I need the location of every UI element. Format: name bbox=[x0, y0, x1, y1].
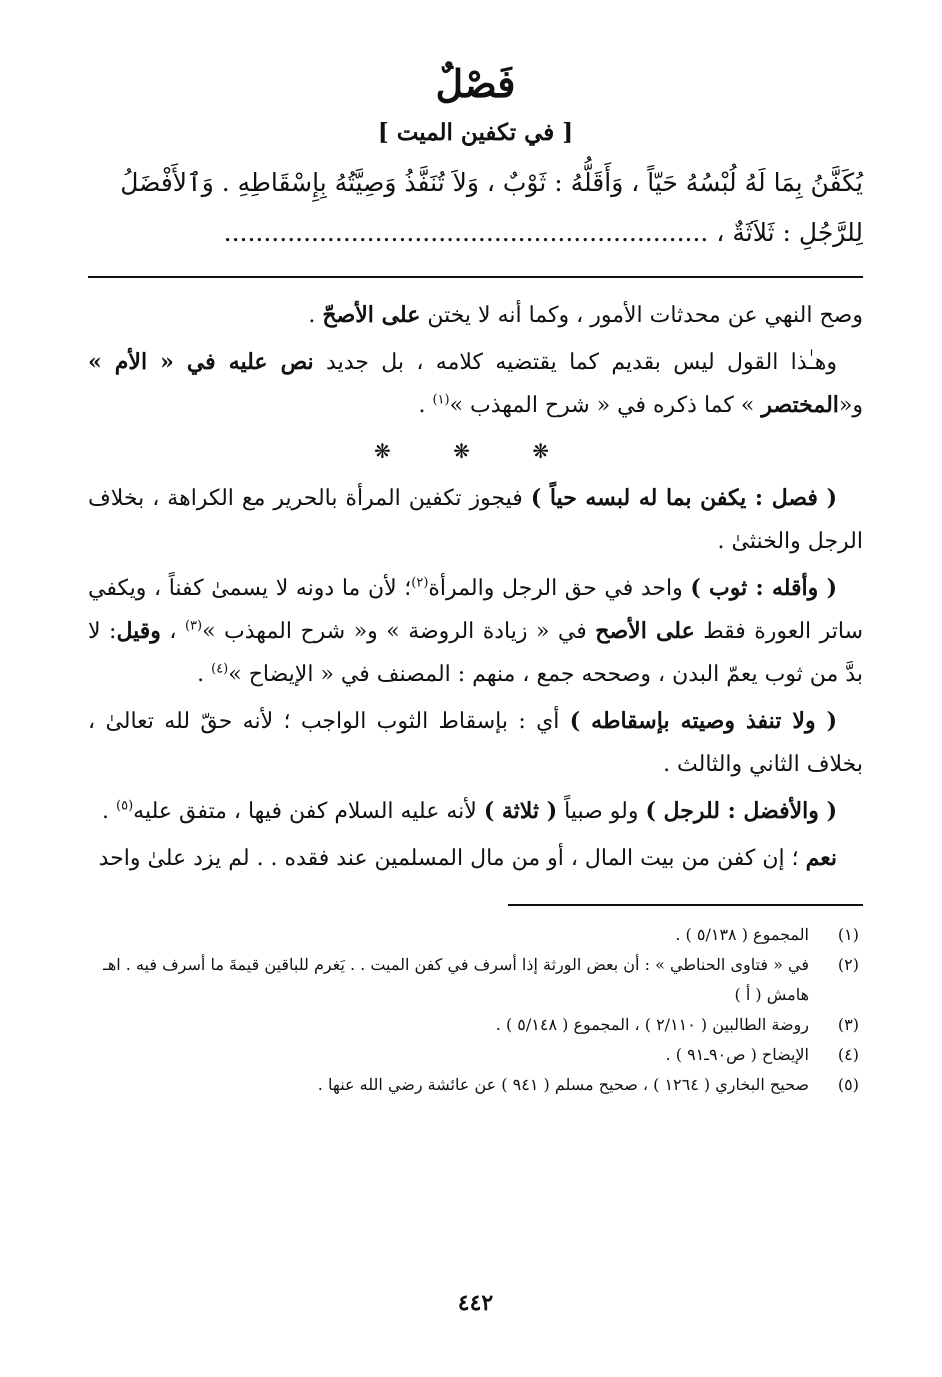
footnote-ref-1[interactable]: (١) bbox=[432, 392, 450, 408]
footnote-number: (٢) bbox=[837, 955, 859, 974]
p4-text-c: في « زيادة الروضة » و« شرح المهذب » bbox=[202, 619, 587, 644]
p5-text: أي : بإسقاط الثوب الواجب ؛ لأنه حقّ لله تعالىٰ ، بخلاف الثاني والثالث . bbox=[88, 709, 863, 777]
footnote-text: صحيح البخاري ( ١٢٦٤ ) ، صحيح مسلم ( ٩٤١ ) عن عائشة رضي الله عنها . bbox=[317, 1075, 809, 1094]
p4-matn: ( وأقله : ثوب ) bbox=[690, 575, 837, 601]
footnote-ref-5[interactable]: (٥) bbox=[116, 798, 134, 814]
paragraph-1 bbox=[88, 294, 863, 337]
p6-matn-b: ( ثلاثة ) bbox=[483, 798, 558, 824]
p2-ref: » كما ذكره في « شرح المهذب » bbox=[449, 393, 755, 418]
footnote-text: المجموع ( ٥/١٣٨ ) . bbox=[675, 925, 809, 944]
footnote-ref-3[interactable]: (٣) bbox=[184, 618, 203, 634]
p2-wa: و« bbox=[838, 393, 863, 418]
p1-text: وصح النهي عن محدثات الأمور ، وكما أنه لا يختن bbox=[427, 303, 863, 328]
footnote-text: روضة الطالبين ( ٢/١١٠ ) ، المجموع ( ٥/١٤٨ ) . bbox=[495, 1015, 809, 1034]
footnote-2 bbox=[88, 950, 863, 1010]
page-number: ٤٤٢ bbox=[457, 1290, 494, 1316]
p5-matn: ( ولا تنفذ وصيته بإسقاطه ) bbox=[569, 708, 837, 734]
matn-text bbox=[88, 158, 863, 258]
p3-matn: ( فصل : يكفن بما له لبسه حياً ) bbox=[530, 485, 837, 511]
p6-text-b: لأنه عليه السلام كفن فيها ، متفق عليه bbox=[133, 799, 477, 824]
p3-text: فيجوز تكفين المرأة بالحرير مع الكراهة ، بخلاف الرجل والخنثىٰ . bbox=[88, 486, 863, 554]
p6-end: . bbox=[102, 799, 110, 824]
p4-text-d: : لا بدَّ من ثوب يعمّ البدن ، وصححه جمع ، منهم : المصنف في « الإيضاح » bbox=[88, 619, 863, 687]
p4-bold-asah: على الأصح bbox=[595, 618, 695, 644]
p4-end: . bbox=[197, 662, 205, 687]
footnote-5 bbox=[88, 1070, 863, 1100]
chapter-subtitle: [ في تكفين الميت ] bbox=[377, 119, 574, 146]
p2-mukhtasar: المختصر bbox=[761, 392, 839, 418]
footnote-number: (٥) bbox=[837, 1075, 859, 1094]
page bbox=[88, 52, 863, 1352]
footnote-text: في « فتاوى الحناطي » : أن بعض الورثة إذا أسرف في كفن الميت . . يَغرم للباقين قيمةَ ما أسرف فيه . اهـ هامش ( أ ) bbox=[103, 955, 809, 1004]
footnote-ref-4[interactable]: (٤) bbox=[211, 661, 229, 677]
p2-bold: نص عليه في « الأم » bbox=[88, 349, 314, 375]
p6-text-a: ولو صبياً bbox=[564, 799, 639, 824]
p7-bold: نعم bbox=[805, 845, 837, 871]
p6-matn-a: ( والأفضل : للرجل ) bbox=[645, 798, 837, 824]
footnote-ref-2[interactable]: (٢) bbox=[411, 575, 429, 591]
chapter-title: فَصْلٌ bbox=[435, 61, 516, 106]
p2-text: وهـٰذا القول ليس بقديم كما يقتضيه كلامه ، بل جديد bbox=[326, 350, 837, 375]
footnote-1 bbox=[88, 920, 863, 950]
footnote-number: (١) bbox=[837, 925, 859, 944]
paragraph-5 bbox=[88, 700, 863, 786]
p4-text-a: واحد في حق الرجل والمرأة bbox=[428, 576, 683, 601]
matn-separator bbox=[88, 276, 863, 278]
p2-end: . bbox=[418, 393, 426, 418]
footnotes bbox=[88, 920, 863, 1100]
p4-bold-qila: وقيل bbox=[116, 618, 161, 644]
p4-text-b: ؛ لأن ما دونه لا يسمىٰ كفناً ، ويكفي ساتر العورة فقط bbox=[88, 576, 864, 644]
footnote-number: (٣) bbox=[837, 1015, 859, 1034]
matn-dots: ............................................................. bbox=[223, 218, 709, 247]
section-divider-stars: ❋ ❋ ❋ bbox=[374, 439, 577, 463]
p4-comma: ، bbox=[169, 619, 177, 644]
footnote-separator bbox=[508, 904, 863, 906]
matn-line-2-text: لِلرَّجُلِ : ثَلاَثَةٌ ، bbox=[716, 218, 863, 247]
paragraph-4 bbox=[88, 567, 863, 696]
footnote-4 bbox=[88, 1040, 863, 1070]
footnote-number: (٤) bbox=[837, 1045, 859, 1064]
paragraph-3 bbox=[88, 477, 863, 563]
footnote-text: الإيضاح ( ص٩٠ـ٩١ ) . bbox=[665, 1045, 809, 1064]
footnote-3 bbox=[88, 1010, 863, 1040]
matn-line-1: يُكَفَّنُ بِمَا لَهُ لُبْسُهُ حَيّاً ، وَأَقَلُّهُ : ثَوْبٌ ، وَلاَ تُنَفَّذُ وَصِيَّتُهُ بِإِسْقَاطِهِ . وَٱلأَفْضَلُ bbox=[120, 168, 863, 197]
paragraph-7 bbox=[88, 837, 863, 880]
p7-text: ؛ إن كفن من بيت المال ، أو من مال المسلمين عند فقده . . لم يزد علىٰ واحد bbox=[98, 846, 799, 871]
p1-bold: على الأصحّ bbox=[322, 302, 421, 328]
p1-end: . bbox=[308, 303, 316, 328]
paragraph-2 bbox=[88, 341, 863, 427]
matn-line-2 bbox=[88, 208, 863, 258]
paragraph-6 bbox=[88, 790, 863, 833]
